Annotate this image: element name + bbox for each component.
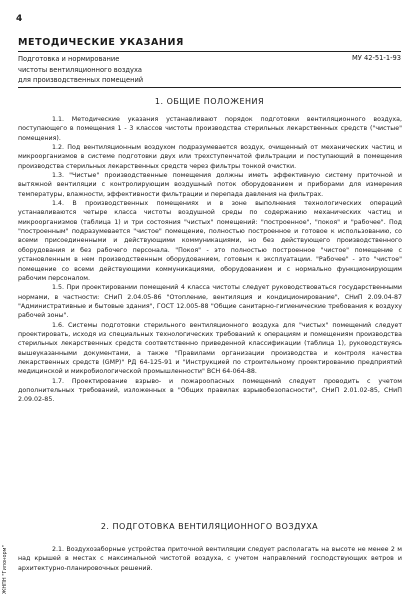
paragraph-1-5: 1.5. При проектировании помещений 4 класса чистоты следует руководствоваться государственными нормами, в частности: СНиП 2.04.05-86 "Отопление, вентиляция и кондиционирование", СНиП 2.09.04-87 "Административные и бытовые здания", ГОСТ 12.005-88 "Общие санитарно-гигиенические требования к воздуху рабочей зоны". [18, 284, 402, 320]
page-number: 4 [16, 14, 23, 24]
section-1-body [18, 115, 402, 405]
header-subtitle-line: для производственных помещений [18, 76, 144, 84]
paragraph-1-1: 1.1. Методические указания устанавливают порядок подготовки вентиляционного воздуха, поступающего в помещения 1 - 3 классов чистоты производства стерильных лекарственных средств ("чистые" помещения). [18, 116, 402, 142]
document-code: МУ 42-51-1-93 [352, 54, 401, 62]
paragraph-1-7: 1.7. Проектирование взрыво- и пожароопасных помещений следует проводить с учетом дополнительных требований, изложенных в "Общих правилах взрывобезопасности", СНиП 2.01.02-85, СНиП 2.09.02-85. [18, 377, 402, 404]
header-subtitle-line: чистоты вентиляционного воздуха [18, 65, 143, 74]
side-stamp [2, 538, 10, 594]
header-bottom-rule [18, 87, 401, 88]
paragraph-1-4: 1.4. В производственных помещениях и в зоне выполнения технологических операций устанавливаются четыре класса чистоты воздушной среды по содержанию механических частиц и микроорганизмов (таблица 1) и три состояния "чистых" помещений: "построенное", "покоя" и "рабочее". Под "построенным" подразумевается "чистое" помещение, полностью построенное и готовое к использованию, со всеми присоединенными и действующими коммуникациями, но без действующего производственного оборудования и без рабочего персонала. "Покоя" - это полностью построенное "чистое" помещение с установленным в нем производственным оборудованием, готовым к эксплуатации. "Рабочее" - это "чистое" помещение со всеми действующими коммуникациями, оборудованием и с нормально функционирующим рабочим персоналом. [18, 200, 402, 282]
header-top-rule [18, 51, 401, 52]
side-stamp-text: ЖНПН "Гипонорм" [2, 545, 8, 594]
header-subtitle [18, 54, 268, 86]
paragraph-2-1: 2.1. Воздухозаборные устройства приточной вентиляции следует располагать на высоте не менее 2 м над крышей в местах с максимальной чистотой воздуха, с учетом направлений господствующих ветров и архитектурно-планировочных решений. [18, 546, 402, 572]
header-title: МЕТОДИЧЕСКИЕ УКАЗАНИЯ [18, 37, 184, 48]
section-2-body [18, 545, 402, 573]
section-1-title: 1. ОБЩИЕ ПОЛОЖЕНИЯ [154, 97, 265, 106]
paragraph-1-3: 1.3. "Чистые" производственные помещения должны иметь эффективную систему приточной и вытяжной вентиляции с контролирующим воздушный поток оборудованием и приборами для измерения температуры, влажности, эффективности фильтрации и перепада давления на фильтрах. [18, 172, 402, 198]
paragraph-1-2: 1.2. Под вентиляционным воздухом подразумевается воздух, очищенный от механических частиц и микроорганизмов в системе подготовки двух или трехступенчатой фильтрации и поступающий в помещения производства стерильных лекарственных средств через фильтры тонкой очистки. [18, 144, 402, 170]
section-2-title: 2. ПОДГОТОВКА ВЕНТИЛЯЦИОННОГО ВОЗДУХА [100, 522, 319, 531]
paragraph-1-6: 1.6. Системы подготовки стерильного вентиляционного воздуха для "чистых" помещений следует проектировать, исходя из специальных технологических требований к операциям и помещениям производства стерильных лекарственных средств соответственно приведенной классификации (таблица 1), руководствуясь вышеуказанными документами, а также "Правилами организации производства и контроля качества лекарственных средств (GMP)" РД 64-125-91 и "Инструкцией по строительному проектированию предприятий медицинской и микробиологической промышленности" ВСН 64-064-88. [18, 321, 402, 376]
header-subtitle-line: Подготовка и нормирование [18, 55, 120, 63]
